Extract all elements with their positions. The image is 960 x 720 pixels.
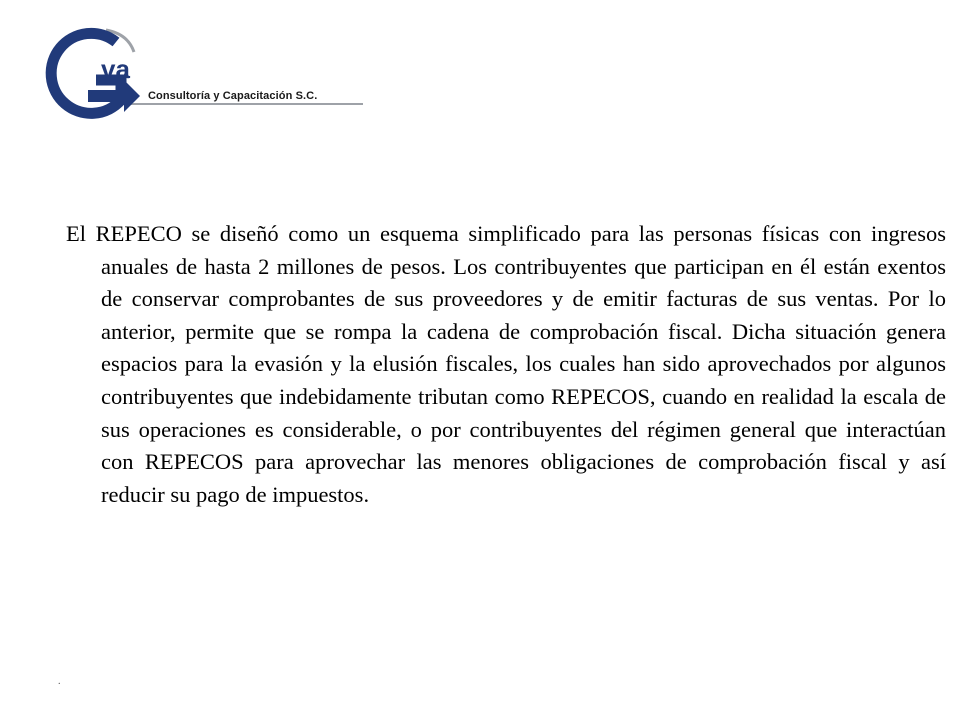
gva-logo-mark xyxy=(28,22,368,132)
logo-letters: va xyxy=(101,54,130,84)
company-name: Consultoría y Capacitación S.C. xyxy=(148,90,318,102)
slide-dot-mark: . xyxy=(58,676,61,687)
company-logo xyxy=(28,22,368,132)
main-paragraph: El REPECO se diseñó como un esquema simplificado para las personas físicas con ingresos anuales de hasta 2 millones de pesos. Los contribuyentes que participan en él están exentos de conservar comprobantes de sus proveedores y de emitir facturas de sus ventas. Por lo anterior, permite que se rompa la cadena de comprobación fiscal. Dicha situación genera espacios para la evasión y la elusión fiscales, los cuales han sido aprovechados por algunos contribuyentes que indebidamente tributan como REPECOS, cuando en realidad la escala de sus operaciones es considerable, o por contribuyentes del régimen general que interactúan con REPECOS para aprovechar las menores obligaciones de comprobación fiscal y así reducir su pago de impuestos. xyxy=(66,221,946,507)
